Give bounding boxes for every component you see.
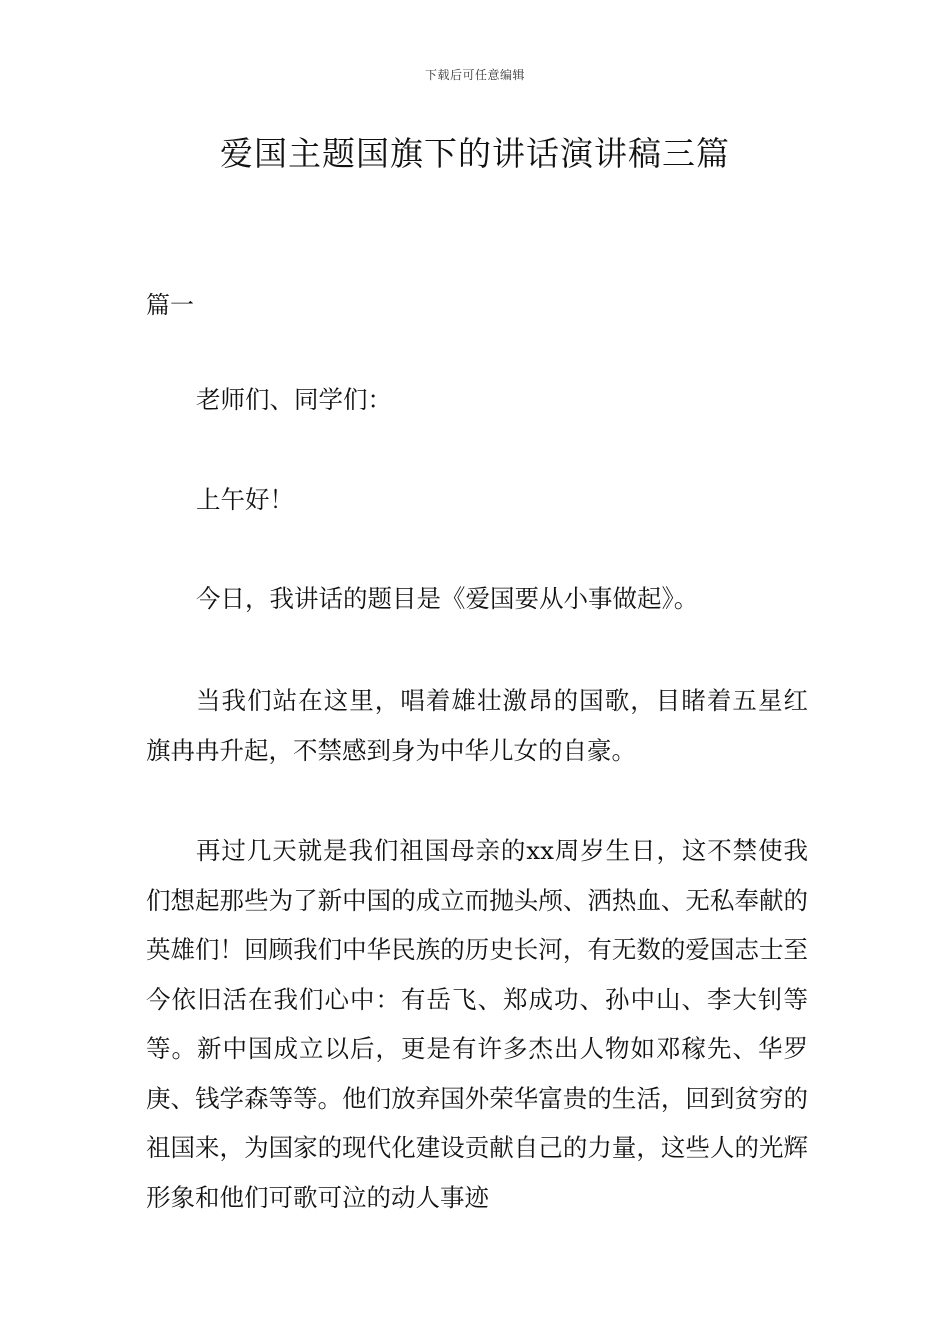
paragraph-greeting: 老师们、同学们：: [196, 385, 392, 414]
paragraph-flag-raising: 当我们站在这里，唱着雄壮激昂的国歌，目睹着五星红旗冉冉升起，不禁感到身为中华儿女的自豪。: [146, 686, 808, 765]
document-title: 爱国主题国旗下的讲话演讲稿三篇: [220, 134, 730, 173]
paragraph-hello: 上午好！: [196, 485, 294, 514]
header-note: 下载后可任意编辑: [424, 68, 525, 82]
paragraph-history: 再过几天就是我们祖国母亲的xx周岁生日，这不禁使我们想起那些为了新中国的成立而抛头颅、洒热血、无私奉献的英雄们！回顾我们中华民族的历史长河，有无数的爱国志士至今依旧活在我们心中：有岳飞、郑成功、孙中山、李大钊等等。新中国成立以后，更是有许多杰出人物如邓稼先、华罗庚、钱学森等等。他们放弃国外荣华富贵的生活，回到贫穷的祖国来，为国家的现代化建设贡献自己的力量，这些人的光辉形象和他们可歌可泣的动人事迹: [146, 836, 808, 1212]
section-heading: 篇一: [146, 291, 194, 319]
paragraph-topic: 今日，我讲话的题目是《爱国要从小事做起》。: [196, 584, 699, 613]
